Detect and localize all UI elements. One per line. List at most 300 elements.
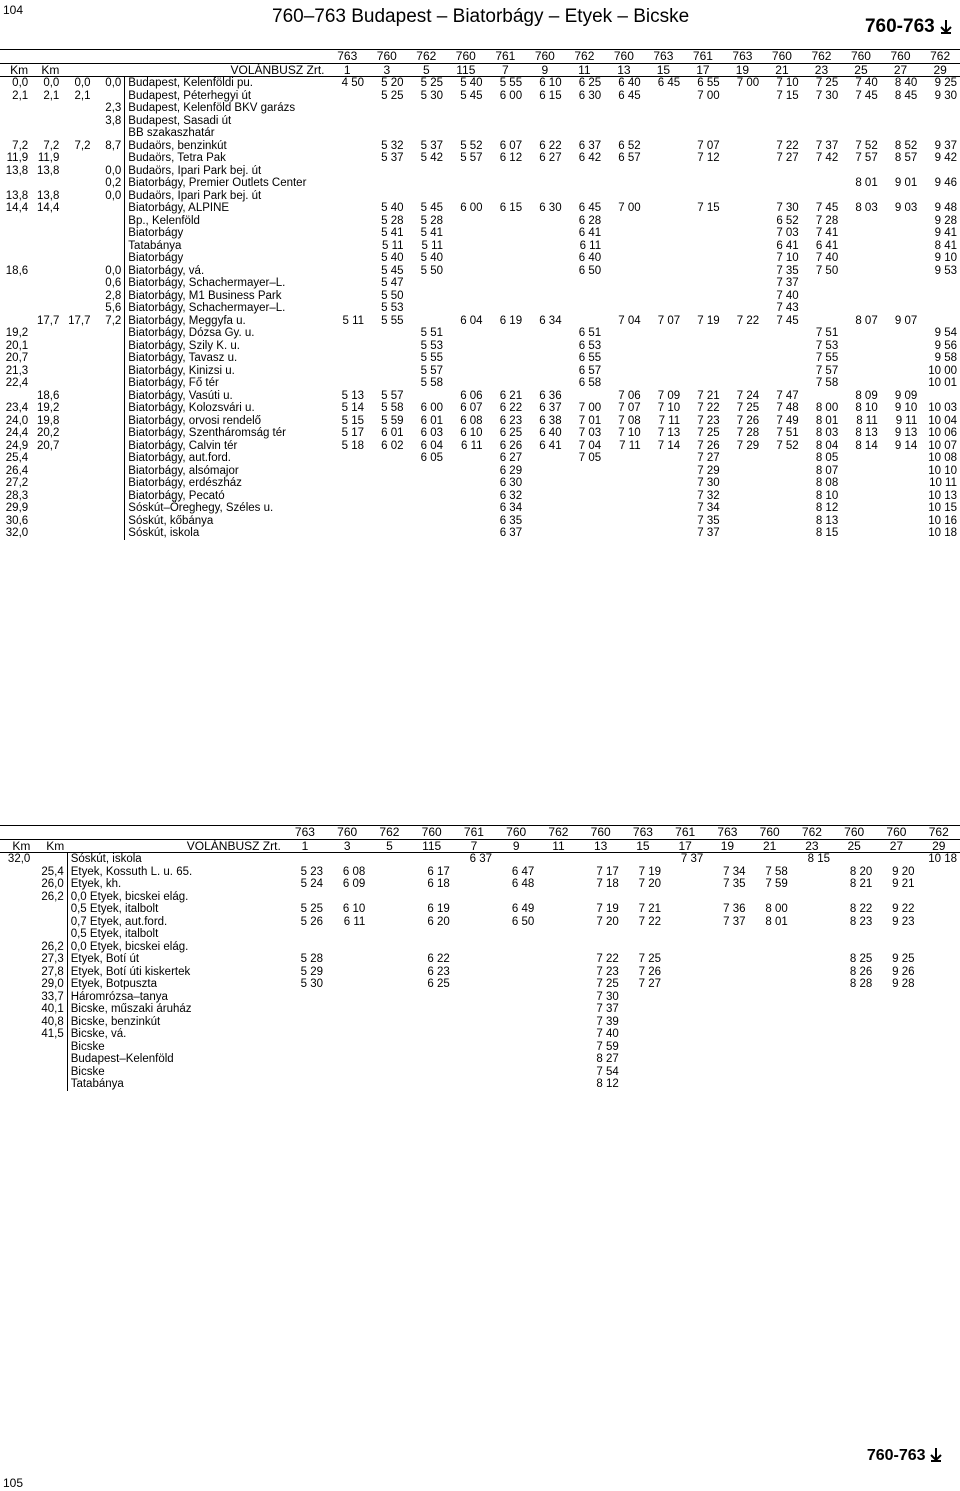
time-cell <box>833 1003 875 1016</box>
stop-name <box>125 102 328 115</box>
km-value <box>0 1041 33 1054</box>
km-value: 13,8 <box>5 189 29 202</box>
time-cell <box>565 190 605 203</box>
time-cell: 6 40 <box>578 252 602 264</box>
time-cell: 9 41 <box>934 227 957 239</box>
time-cell <box>446 190 486 203</box>
time-cell <box>446 115 486 128</box>
table-row <box>0 252 960 265</box>
time-cell: 5 55 <box>381 314 404 327</box>
time-cell: 8 01 <box>855 177 878 189</box>
time-cell: 8 41 <box>934 239 957 252</box>
time-cell <box>881 165 921 178</box>
km-value: 25,4 <box>5 452 29 464</box>
km-value <box>62 427 93 440</box>
time-cell <box>328 127 368 140</box>
km-sub: 0,5 <box>70 928 90 940</box>
km-value: 20,1 <box>5 339 29 352</box>
time-cell <box>881 277 921 290</box>
time-cell <box>525 240 565 253</box>
time-cell <box>446 515 486 528</box>
time-cell <box>762 127 802 140</box>
time-cell: 5 57 <box>460 152 483 164</box>
time-cell: 6 34 <box>539 314 562 327</box>
time-cell <box>328 90 368 103</box>
stop-name <box>67 1041 284 1054</box>
time-cell <box>841 190 881 203</box>
stop-label: Biatorbágy, Tavasz u. <box>128 352 238 364</box>
time-cell: 5 57 <box>420 364 444 377</box>
time-cell <box>644 90 684 103</box>
trip-number: 5 <box>368 839 410 853</box>
time-cell <box>749 1003 791 1016</box>
table-row <box>0 1078 960 1091</box>
time-cell: 7 37 <box>723 915 746 928</box>
km-value: 13,8 <box>36 164 60 177</box>
time-cell: 7 52 <box>776 439 799 452</box>
stop-name <box>125 465 328 478</box>
time-cell <box>367 190 407 203</box>
time-cell <box>762 490 802 503</box>
table-row <box>0 240 960 253</box>
time-cell <box>644 327 684 340</box>
time-cell <box>537 928 579 941</box>
stop-name <box>125 302 328 315</box>
km-value: 0,0 <box>105 164 122 177</box>
time-cell <box>841 252 881 265</box>
km-value <box>0 1066 33 1079</box>
time-cell <box>326 1028 368 1041</box>
trip-number: 3 <box>326 839 368 853</box>
time-cell: 8 07 <box>815 464 839 477</box>
km-value: 7,2 <box>74 139 91 152</box>
time-cell: 7 21 <box>697 389 720 402</box>
time-cell <box>791 991 833 1004</box>
time-cell <box>495 1028 537 1041</box>
time-cell <box>284 1016 326 1029</box>
time-cell <box>446 290 486 303</box>
time-cell: 8 15 <box>807 853 831 865</box>
time-cell: 7 20 <box>596 915 619 928</box>
time-cell: 5 23 <box>300 865 324 878</box>
time-cell <box>841 327 881 340</box>
time-cell: 5 40 <box>460 77 483 89</box>
time-cell: 8 26 <box>849 965 873 978</box>
stop-label: Sóskút–Öreghegy, Széles u. <box>128 502 274 514</box>
time-cell: 7 10 <box>657 402 681 414</box>
time-cell: 7 29 <box>697 464 720 477</box>
km-header: Km <box>0 63 31 77</box>
km-value <box>62 490 93 503</box>
time-cell <box>706 978 748 991</box>
km-value <box>94 152 125 165</box>
km-value <box>62 290 93 303</box>
time-cell <box>644 527 684 540</box>
time-cell <box>644 452 684 465</box>
km-value <box>62 302 93 315</box>
time-cell: 7 09 <box>657 389 681 402</box>
time-cell <box>683 165 723 178</box>
time-cell <box>604 377 644 390</box>
time-cell: 9 28 <box>934 214 957 227</box>
time-cell: 6 57 <box>618 152 641 164</box>
time-cell: 7 30 <box>776 202 799 214</box>
time-cell <box>762 515 802 528</box>
time-cell <box>525 340 565 353</box>
km-value <box>0 115 31 128</box>
time-cell: 5 30 <box>420 89 444 102</box>
route-number: 760 <box>411 826 453 840</box>
time-cell: 7 34 <box>723 865 746 878</box>
time-cell <box>368 978 410 991</box>
time-cell: 7 25 <box>638 953 662 965</box>
km-sub: 0,0 <box>70 940 90 953</box>
time-cell <box>446 215 486 228</box>
time-cell <box>604 352 644 365</box>
time-cell <box>723 140 763 153</box>
time-cell: 7 25 <box>736 402 760 414</box>
stop-label: Biatorbágy, Vasúti u. <box>128 389 233 402</box>
stop-label: Sóskút, kőbánya <box>128 514 214 527</box>
time-cell <box>833 1066 875 1079</box>
route-header-row <box>0 826 960 840</box>
time-cell <box>328 265 368 278</box>
time-cell <box>495 1041 537 1054</box>
time-cell <box>644 177 684 190</box>
time-cell <box>881 327 921 340</box>
time-cell <box>565 465 605 478</box>
time-cell <box>453 878 495 891</box>
time-cell <box>368 928 410 941</box>
time-cell <box>328 115 368 128</box>
time-cell: 7 30 <box>596 990 619 1003</box>
time-cell <box>565 115 605 128</box>
time-cell <box>328 302 368 315</box>
stop-name <box>67 928 284 941</box>
time-cell: 10 03 <box>928 402 957 414</box>
time-cell: 5 47 <box>381 277 404 289</box>
time-cell <box>326 1016 368 1029</box>
time-cell: 9 13 <box>894 427 918 439</box>
time-cell <box>537 866 579 879</box>
table-row <box>0 377 960 390</box>
time-cell <box>881 240 921 253</box>
time-cell <box>407 315 447 328</box>
table-row <box>0 340 960 353</box>
table-row <box>0 140 960 153</box>
time-cell <box>328 327 368 340</box>
time-cell <box>644 340 684 353</box>
km-value <box>62 152 93 165</box>
time-cell <box>920 290 960 303</box>
time-cell: 9 46 <box>934 177 957 189</box>
stop-label: Biatorbágy, Schachermayer–L. <box>128 302 286 314</box>
time-cell <box>841 340 881 353</box>
time-cell <box>762 102 802 115</box>
time-cell <box>920 390 960 403</box>
stop-label: Tatabánya <box>128 239 182 252</box>
time-cell <box>565 527 605 540</box>
time-cell <box>328 465 368 478</box>
km-value: 24,0 <box>5 414 29 427</box>
time-cell <box>328 377 368 390</box>
time-cell <box>622 891 664 904</box>
time-cell: 7 07 <box>618 402 641 414</box>
trip-number: 115 <box>411 839 453 853</box>
time-cell <box>368 1003 410 1016</box>
stop-label: Bicske <box>70 1065 105 1078</box>
route-number: 760 <box>833 826 875 840</box>
stop-label: Etyek, Botí úti kiskertek <box>70 965 191 978</box>
time-cell <box>723 490 763 503</box>
table-row <box>0 440 960 453</box>
time-cell <box>284 1078 326 1091</box>
km-value <box>94 340 125 353</box>
stop-label: Etyek, bicskei elág. <box>89 890 189 903</box>
time-cell <box>407 527 447 540</box>
stop-name <box>125 452 328 465</box>
km-value <box>94 427 125 440</box>
stop-label: Bicske, műszaki áruház <box>70 1003 192 1015</box>
time-cell: 6 47 <box>511 865 535 878</box>
time-cell <box>762 352 802 365</box>
route-number: 760 <box>762 50 802 64</box>
time-cell: 6 37 <box>499 527 523 539</box>
time-cell <box>367 352 407 365</box>
stop-label: BB szakaszhatár <box>128 127 215 139</box>
time-cell <box>881 515 921 528</box>
time-cell <box>368 1041 410 1054</box>
time-cell: 9 25 <box>934 77 957 89</box>
time-cell <box>723 465 763 478</box>
time-cell <box>328 252 368 265</box>
stop-name <box>125 190 328 203</box>
time-cell <box>683 240 723 253</box>
stop-label: Bicske, vá. <box>70 1028 127 1040</box>
time-cell <box>284 1041 326 1054</box>
km-value: 7,2 <box>105 314 122 327</box>
stop-label: Biatorbágy, Kinizsi u. <box>128 364 235 377</box>
time-cell <box>802 102 842 115</box>
time-cell <box>495 853 537 866</box>
time-cell: 6 52 <box>776 214 799 227</box>
table-row <box>0 966 960 979</box>
time-cell <box>495 1003 537 1016</box>
time-cell <box>723 252 763 265</box>
time-cell <box>446 227 486 240</box>
time-cell <box>841 115 881 128</box>
km-value <box>31 102 62 115</box>
time-cell <box>284 1028 326 1041</box>
km-value: 0,0 <box>105 189 122 202</box>
km-value <box>0 928 33 941</box>
time-cell: 8 13 <box>815 514 839 527</box>
stop-name <box>67 916 284 929</box>
time-cell <box>411 891 453 904</box>
time-cell: 6 38 <box>539 414 562 427</box>
route-number: 762 <box>791 826 833 840</box>
time-cell <box>664 916 706 929</box>
time-cell <box>328 190 368 203</box>
trip-number: 21 <box>749 839 791 853</box>
stop-label: Biatorbágy, Meggyfa u. <box>128 314 246 327</box>
time-cell <box>723 227 763 240</box>
time-cell: 7 00 <box>578 402 602 414</box>
time-cell: 7 22 <box>776 139 799 152</box>
route-number: 761 <box>683 50 723 64</box>
time-cell: 7 14 <box>657 439 681 452</box>
km-sub: 0,5 <box>70 903 90 915</box>
time-cell <box>565 490 605 503</box>
route-number: 760 <box>525 50 565 64</box>
time-cell <box>604 127 644 140</box>
time-cell <box>749 891 791 904</box>
time-cell: 7 39 <box>596 1015 619 1028</box>
km-value <box>0 1028 33 1041</box>
time-cell <box>664 1016 706 1029</box>
time-cell <box>791 1028 833 1041</box>
time-cell <box>525 365 565 378</box>
time-cell: 5 20 <box>381 77 404 89</box>
time-cell: 7 18 <box>596 878 619 890</box>
time-cell <box>537 941 579 954</box>
time-cell <box>749 978 791 991</box>
table-row <box>0 390 960 403</box>
time-cell: 6 23 <box>499 414 523 427</box>
time-cell <box>802 190 842 203</box>
time-cell <box>622 1078 664 1091</box>
time-cell <box>446 527 486 540</box>
time-cell: 7 35 <box>697 514 720 527</box>
route-header-row <box>0 50 960 64</box>
time-cell: 7 22 <box>596 953 619 965</box>
km-value <box>62 440 93 453</box>
km-value: 13,8 <box>36 189 60 202</box>
time-cell <box>622 1003 664 1016</box>
time-cell: 6 00 <box>499 89 523 102</box>
time-cell <box>622 991 664 1004</box>
time-cell <box>644 465 684 478</box>
time-cell <box>486 240 526 253</box>
km-value <box>0 215 31 228</box>
time-cell <box>368 941 410 954</box>
time-cell <box>411 1003 453 1016</box>
km-value: 2,1 <box>43 89 60 102</box>
time-cell: 9 22 <box>892 903 915 915</box>
time-cell: 7 17 <box>596 865 619 878</box>
time-cell <box>706 1028 748 1041</box>
time-cell: 9 20 <box>892 865 915 878</box>
km-value: 0,6 <box>105 277 122 289</box>
time-cell: 9 23 <box>892 915 915 928</box>
time-cell <box>833 853 875 866</box>
time-cell <box>525 527 565 540</box>
time-cell <box>446 252 486 265</box>
km-value <box>62 240 93 253</box>
km-value: 30,6 <box>5 514 29 527</box>
time-cell <box>644 165 684 178</box>
time-cell: 7 49 <box>776 414 799 427</box>
time-cell: 5 50 <box>420 264 444 277</box>
route-number: 763 <box>706 826 748 840</box>
time-cell: 6 11 <box>343 915 366 928</box>
time-cell <box>791 891 833 904</box>
stop-name <box>125 252 328 265</box>
km-value <box>62 502 93 515</box>
time-cell <box>411 1016 453 1029</box>
time-cell: 7 03 <box>578 427 602 439</box>
stop-label: Háromrózsa–tanya <box>70 990 168 1003</box>
trip-number: 29 <box>918 839 960 853</box>
time-cell <box>791 866 833 879</box>
time-cell <box>367 502 407 515</box>
trip-number: 25 <box>833 839 875 853</box>
time-cell <box>841 290 881 303</box>
time-cell: 10 04 <box>928 414 957 427</box>
time-cell <box>453 1078 495 1091</box>
time-cell: 6 20 <box>427 915 450 928</box>
time-cell <box>525 515 565 528</box>
km-value <box>33 853 67 866</box>
time-cell: 4 50 <box>341 77 365 89</box>
time-cell <box>446 365 486 378</box>
time-cell <box>881 215 921 228</box>
time-cell: 6 25 <box>578 77 602 89</box>
km-value <box>94 452 125 465</box>
time-cell: 9 48 <box>934 202 957 214</box>
km-value <box>62 277 93 290</box>
time-cell: 7 55 <box>815 352 839 364</box>
time-cell <box>723 277 763 290</box>
km-value <box>62 177 93 190</box>
table-row <box>0 90 960 103</box>
time-cell: 5 53 <box>381 302 404 314</box>
km-value <box>33 903 67 916</box>
stop-name <box>125 515 328 528</box>
stop-name <box>67 866 284 879</box>
time-cell: 6 10 <box>460 427 483 439</box>
time-cell <box>495 978 537 991</box>
time-cell: 7 22 <box>697 402 720 414</box>
time-cell <box>762 465 802 478</box>
time-cell <box>525 302 565 315</box>
table-row <box>0 515 960 528</box>
route-number: 762 <box>407 50 447 64</box>
route-number: 760 <box>580 826 622 840</box>
time-cell: 10 15 <box>928 502 957 514</box>
time-cell: 6 07 <box>460 402 483 414</box>
time-cell <box>749 1066 791 1079</box>
time-cell <box>453 1041 495 1054</box>
time-cell <box>644 277 684 290</box>
time-cell <box>604 452 644 465</box>
trip-number: 13 <box>604 63 644 77</box>
km-value <box>62 415 93 428</box>
stop-name <box>125 140 328 153</box>
time-cell <box>802 127 842 140</box>
time-cell <box>368 878 410 891</box>
time-cell <box>881 190 921 203</box>
time-cell <box>565 315 605 328</box>
time-cell <box>328 240 368 253</box>
table-row <box>0 928 960 941</box>
time-cell <box>486 165 526 178</box>
time-cell: 8 11 <box>856 414 878 427</box>
km-value <box>62 115 93 128</box>
km-value <box>62 377 93 390</box>
time-cell: 8 27 <box>596 1053 619 1065</box>
header-blank <box>0 826 284 840</box>
